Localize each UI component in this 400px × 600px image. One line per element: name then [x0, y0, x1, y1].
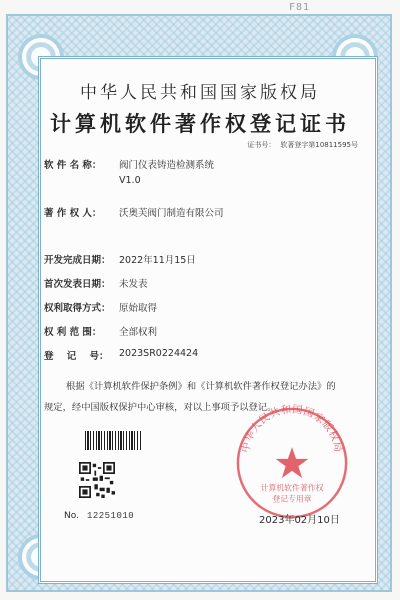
statement-line: 规定，经中国版权保护中心审核，对以上事项予以登记。 [44, 402, 277, 413]
field-label: 登 记 号： [44, 351, 109, 362]
field-label: 软 件 名 称： [44, 160, 102, 171]
handwritten-note: F81 [288, 2, 310, 13]
first-publication-value: 未发表 [119, 279, 148, 290]
seal-star-icon [276, 447, 309, 478]
official-seal [233, 404, 351, 522]
field-label: 权利取得方式： [44, 303, 111, 314]
field-label: 著 作 权 人： [44, 208, 102, 219]
certificate-id-value: 软著登字第10811595号 [280, 141, 358, 149]
svg-text:中华人民共和国国家版权局 [239, 404, 345, 454]
registration-number-value: 2023SR0224424 [119, 348, 199, 359]
software-version-value: V1.0 [119, 175, 141, 186]
field-label: 权 利 范 围： [44, 327, 102, 338]
certificate-id [247, 140, 358, 150]
field-label: 开发完成日期： [44, 255, 111, 266]
field-dev-date [44, 252, 196, 266]
field-value [119, 157, 214, 186]
field-label: 首次发表日期： [44, 279, 111, 290]
field-first-publication [44, 276, 148, 290]
issue-date: 2023年02月10日 [259, 515, 340, 526]
seal-inner-line-2: 登记专用章 [272, 494, 312, 504]
field-registration-number [44, 348, 198, 362]
scope-value: 全部权利 [119, 327, 158, 338]
owner-value: 沃奥芙阀门制造有限公司 [119, 208, 224, 219]
statement-line: 根据《计算机软件保护条例》和《计算机软件著作权登记办法》的 [66, 381, 336, 392]
serial-label: No. [64, 511, 79, 521]
barcode [85, 431, 141, 450]
serial-number [64, 511, 134, 521]
qr-code [79, 462, 115, 498]
field-owner [44, 205, 224, 219]
serial-value: 12251010 [86, 511, 135, 521]
certificate-id-label: 证书号： [247, 141, 276, 149]
field-scope [44, 324, 157, 338]
seal-inner-line-1: 计算机软件著作权 [260, 483, 324, 493]
dev-date-value: 2022年11月15日 [119, 255, 196, 266]
acquire-method-value: 原始取得 [119, 303, 158, 314]
certificate-title: 计算机软件著作权登记证书 [50, 111, 350, 136]
software-name-value: 阀门仪表铸造检测系统 [119, 160, 215, 171]
field-software-name [44, 157, 214, 186]
field-acquire-method [44, 300, 157, 314]
seal-arc-text: 中华人民共和国国家版权局 [239, 404, 345, 454]
issuing-authority-title: 中华人民共和国国家版权局 [80, 83, 320, 103]
